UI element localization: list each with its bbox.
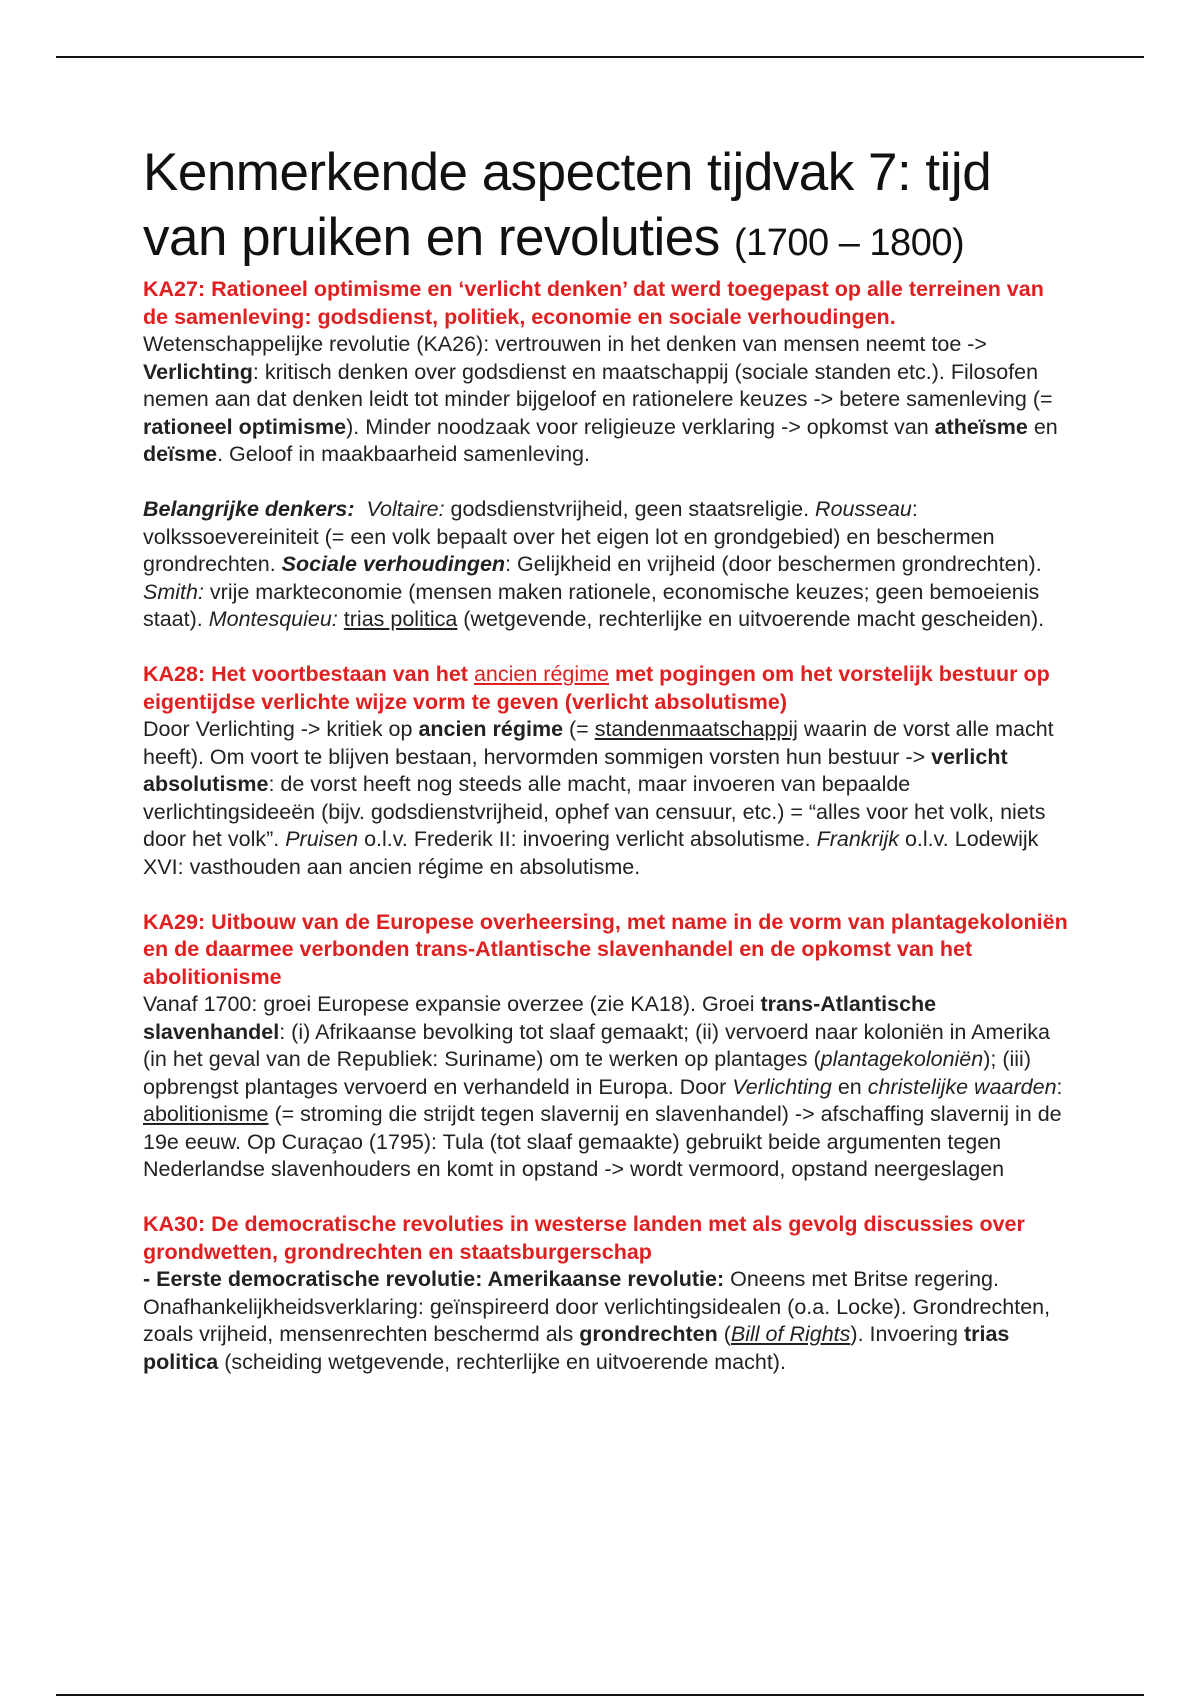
heading-term: ancien régime xyxy=(473,662,609,686)
name: Rousseau xyxy=(815,497,912,521)
text: ). Minder noodzaak voor religieuze verklaring -> opkomst van xyxy=(346,414,935,439)
text: Oneens met Britse regering. Onafhankelijkheidsverklaring: geïnspireerd door verlichtingsidealen (o.a. Locke). Grondrechten, zoals vrijheid, mensenrechten beschermd als xyxy=(143,1267,1051,1346)
text: Wetenschappelijke revolutie (KA26): vertrouwen in het denken van mensen neemt toe -> xyxy=(143,332,987,356)
term: Belangrijke denkers: xyxy=(143,497,355,521)
ka28-paragraph xyxy=(143,716,1068,881)
heading-text: KA28: Het voortbestaan van het xyxy=(143,662,474,686)
term: trias politica xyxy=(143,1322,1010,1374)
term: Bill of Rights xyxy=(730,1322,851,1346)
text: . Geloof in maakbaarheid samenleving. xyxy=(217,442,590,466)
text: en xyxy=(831,1074,868,1099)
term: Verlichting xyxy=(143,359,253,384)
ka30-paragraph xyxy=(143,1266,1068,1376)
name: Pruisen xyxy=(285,827,359,851)
term: christelijke waarden xyxy=(867,1074,1057,1099)
ka30-heading: KA30: De democratische revoluties in westerse landen met als gevolg discussies over grondwetten, grondrechten en staatsburgerschap xyxy=(143,1212,1025,1264)
term: verlicht absolutisme xyxy=(143,744,1008,796)
term: standenmaatschappij xyxy=(594,717,798,741)
text: (scheiding wetgevende, rechterlijke en uitvoerende macht). xyxy=(218,1349,786,1374)
text: (= stroming die strijdt tegen slavernij en slavenhandel) -> afschaffing slavernij in de 19e eeuw. Op Curaçao (1795): Tula (tot slaaf gemaakte) gebruikt beide argumenten tegen Nederlandse slavenhouders en komt in opstand -> wordt vermoord, opstand neergeslagen xyxy=(143,1102,1062,1181)
text: godsdienstvrijheid, geen staatsreligie. xyxy=(444,497,816,521)
text: ( xyxy=(717,1322,731,1346)
bottom-rule xyxy=(56,1694,1144,1696)
name: Frankrijk xyxy=(816,827,899,851)
top-rule xyxy=(56,56,1144,58)
term: atheïsme xyxy=(934,414,1028,439)
term: deïsme xyxy=(143,442,218,466)
text: : de vorst heeft nog steeds alle macht, maar invoeren van bepaalde verlichtingsideeën (bijv. godsdienstvrijheid, ophef van censuur, etc.) = “alles voor het volk, niets door het volk”. xyxy=(143,772,1046,851)
text: o.l.v. Lodewijk XVI: vasthouden aan ancien régime en absolutisme. xyxy=(143,827,1039,879)
ka28-heading xyxy=(143,661,1068,716)
page-title xyxy=(143,140,1068,276)
text: Door Verlichting -> kritiek op xyxy=(143,717,419,741)
term: trans-Atlantische slavenhandel xyxy=(143,992,937,1044)
text: : xyxy=(1056,1074,1063,1099)
ka27-paragraph-2 xyxy=(143,496,1068,634)
term: trias politica xyxy=(343,607,458,631)
heading-text: met pogingen om het vorstelijk bestuur op eigentijdse verlichte wijze vorm te geven (verlicht absolutisme) xyxy=(143,662,1050,714)
spacer xyxy=(143,881,1068,909)
name: Montesquieu: xyxy=(208,607,338,631)
term: ancien régime xyxy=(418,717,564,741)
text: : Gelijkheid en vrijheid (door beschermen grondrechten). xyxy=(505,552,1042,576)
name: Smith: xyxy=(143,579,204,604)
text: : (i) Afrikaanse bevolking tot slaaf gemaakt; (ii) vervoerd naar koloniën in Amerika (in het geval van de Republiek: Suriname) om te werken op plantages ( xyxy=(143,1019,1051,1071)
spacer xyxy=(143,634,1068,662)
term: abolitionisme xyxy=(143,1102,269,1126)
document-body xyxy=(143,140,1068,1376)
spacer xyxy=(143,1184,1068,1212)
text: (= xyxy=(563,717,595,741)
text: (wetgevende, rechterlijke en uitvoerende macht gescheiden). xyxy=(457,607,1045,631)
text: en xyxy=(1027,414,1058,439)
term: Sociale verhoudingen xyxy=(281,552,506,576)
title-years: (1700 – 1800) xyxy=(733,222,965,264)
term: - Eerste democratische revolutie: Amerikaanse revolutie: xyxy=(143,1267,725,1291)
text: waarin de vorst alle macht heeft). Om voort te blijven bestaan, hervormden sommigen vorsten hun bestuur -> xyxy=(143,717,1054,769)
term: grondrechten xyxy=(579,1322,718,1346)
text: Vanaf 1700: groei Europese expansie overzee (zie KA18). Groei xyxy=(143,992,761,1016)
ka29-paragraph xyxy=(143,991,1068,1184)
text: ); (iii) opbrengst plantages vervoerd en verhandeld in Europa. Door xyxy=(143,1047,1031,1099)
text: : kritisch denken over godsdienst en maatschappij (sociale standen etc.). Filosofen nemen aan dat denken leidt tot minder bijgeloof en rationelere keuzes -> betere samenleving (= xyxy=(143,359,1053,411)
text: o.l.v. Frederik II: invoering verlicht absolutisme. xyxy=(358,827,817,851)
ka27-paragraph-1 xyxy=(143,331,1068,469)
text: vrije markteconomie (mensen maken rationele, economische keuzes; geen bemoeienis staat). xyxy=(143,579,1040,631)
text: ). Invoering xyxy=(850,1322,964,1346)
text: : volkssoevereiniteit (= een volk bepaalt over het eigen lot en grondgebied) en beschermen grondrechten. xyxy=(143,497,995,576)
ka27-heading: KA27: Rationeel optimisme en ‘verlicht denken’ dat werd toegepast op alle terreinen van de samenleving: godsdienst, politiek, economie en sociale verhoudingen. xyxy=(143,277,1044,329)
title-main: Kenmerkende aspecten tijdvak 7: tijd van pruiken en revoluties xyxy=(143,143,992,267)
name: Voltaire: xyxy=(366,497,445,521)
ka29-heading: KA29: Uitbouw van de Europese overheersing, met name in de vorm van plantagekoloniën en de daarmee verbonden trans-Atlantische slavenhandel en de opkomst van het abolitionisme xyxy=(143,909,1068,989)
term: Verlichting xyxy=(732,1074,832,1099)
term: rationeel optimisme xyxy=(143,414,347,439)
spacer xyxy=(143,469,1068,497)
term: plantagekoloniën xyxy=(820,1047,984,1071)
